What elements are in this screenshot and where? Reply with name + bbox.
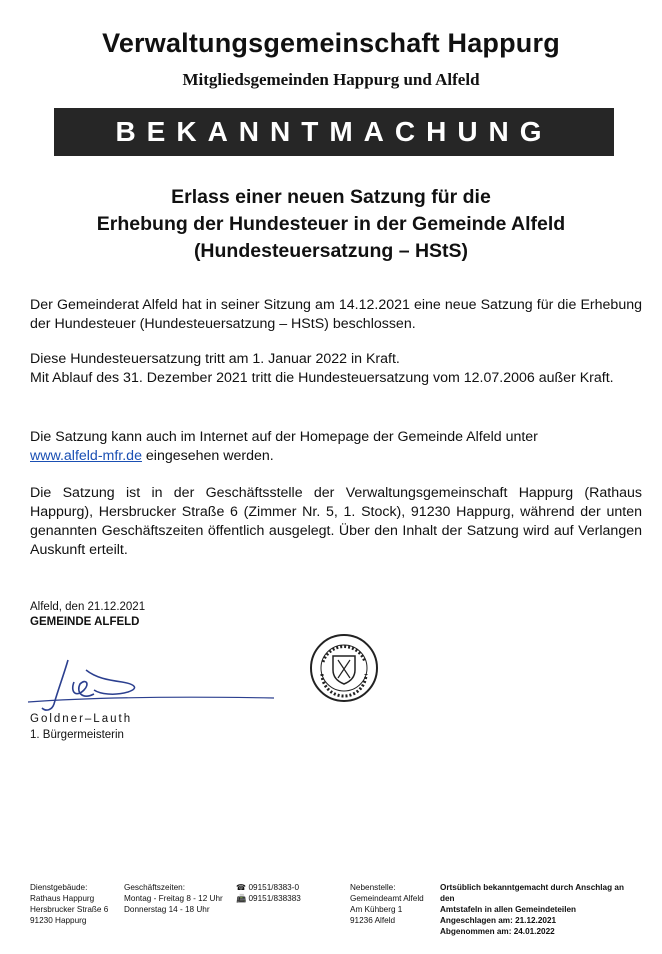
headline-line-1: Erlass einer neuen Satzung für die: [171, 186, 491, 208]
footer-branch-label: Nebenstelle:: [350, 883, 396, 892]
footer-posted-date: Angeschlagen am: 21.12.2021: [440, 916, 557, 925]
footer-hours: [124, 882, 223, 915]
footer-office-line: Hersbrucker Straße 6: [30, 905, 109, 914]
paragraph-internet: [30, 428, 642, 466]
headline-line-2: Erhebung der Hundesteuer in der Gemeinde Alfeld: [96, 213, 566, 235]
official-seal: [308, 632, 380, 704]
footer-contact: [236, 882, 301, 904]
announcement-banner: BEKANNTMACHUNG: [54, 108, 614, 156]
fax-number: 09151/838383: [248, 894, 301, 903]
footer-office-line: Rathaus Happurg: [30, 894, 95, 903]
effective-date-line: Diese Hundesteuersatzung tritt am 1. Januar 2022 in Kraft.: [30, 351, 400, 367]
footer-office-line: 91230 Happurg: [30, 916, 87, 925]
signer-name: Goldner–Lauth: [30, 713, 133, 725]
footer-office-label: Dienstgebäude:: [30, 883, 88, 892]
footer-hours-label: Geschäftszeiten:: [124, 883, 185, 892]
phone-number: 09151/8383-0: [248, 883, 300, 892]
internet-text-end: eingesehen werden.: [141, 448, 274, 464]
expiry-line: Mit Ablauf des 31. Dezember 2021 tritt die Hundesteuersatzung vom 12.07.2006 außer Kraft.: [30, 370, 614, 386]
footer-hours-line: Montag - Freitag 8 - 12 Uhr: [124, 894, 223, 903]
footer-fax: [236, 893, 301, 904]
footer-phone: [236, 882, 301, 893]
footer-posting-line: Amtstafeln in allen Gemeindeteilen: [440, 905, 577, 914]
footer-posting-line: Ortsüblich bekanntgemacht durch Anschlag an den: [440, 883, 624, 903]
org-title: Verwaltungsgemeinschaft Happurg: [102, 28, 560, 58]
internet-text: Die Satzung kann auch im Internet auf der Homepage der Gemeinde Alfeld unter: [30, 429, 538, 445]
handwritten-signature: [24, 652, 284, 716]
footer-branch-line: Am Kühberg 1: [350, 905, 403, 914]
municipality-name: GEMEINDE ALFELD: [30, 616, 140, 628]
footer-hours-line: Donnerstag 14 - 18 Uhr: [124, 905, 210, 914]
fax-icon: 📠: [236, 894, 247, 903]
homepage-link[interactable]: www.alfeld-mfr.de: [30, 448, 142, 464]
place-date: Alfeld, den 21.12.2021: [30, 601, 146, 613]
org-subtitle: Mitgliedsgemeinden Happurg und Alfeld: [182, 70, 480, 89]
footer-posting: [440, 882, 640, 937]
headline-line-3: (Hundesteuersatzung – HStS): [193, 240, 469, 262]
footer-branch-line: Gemeindeamt Alfeld: [350, 894, 424, 903]
footer-office: [30, 882, 108, 926]
paragraph-resolution: Der Gemeinderat Alfeld hat in seiner Sitzung am 14.12.2021 eine neue Satzung für die Erhebung der Hundesteuer (Hundesteuersatzung – HStS) beschlossen.: [30, 297, 642, 332]
footer-branch-line: 91236 Alfeld: [350, 916, 396, 925]
paragraph-effective: [30, 350, 642, 388]
phone-icon: ☎: [236, 883, 247, 892]
notice-headline: [0, 184, 662, 265]
footer-branch: [350, 882, 424, 926]
paragraph-display: Die Satzung ist in der Geschäftsstelle der Verwaltungsgemeinschaft Happurg (Rathaus Happurg), Hersbrucker Straße 6 (Zimmer Nr. 5, 1. Stock), 91230 Happurg, während der unten genannten Geschäftszeiten öffentlich ausgelegt. Über den Inhalt der Satzung wird auf Verlangen Auskunft erteilt.: [30, 485, 642, 558]
signer-role: 1. Bürgermeisterin: [30, 729, 124, 741]
footer-removed-date: Abgenommen am: 24.01.2022: [440, 927, 555, 936]
